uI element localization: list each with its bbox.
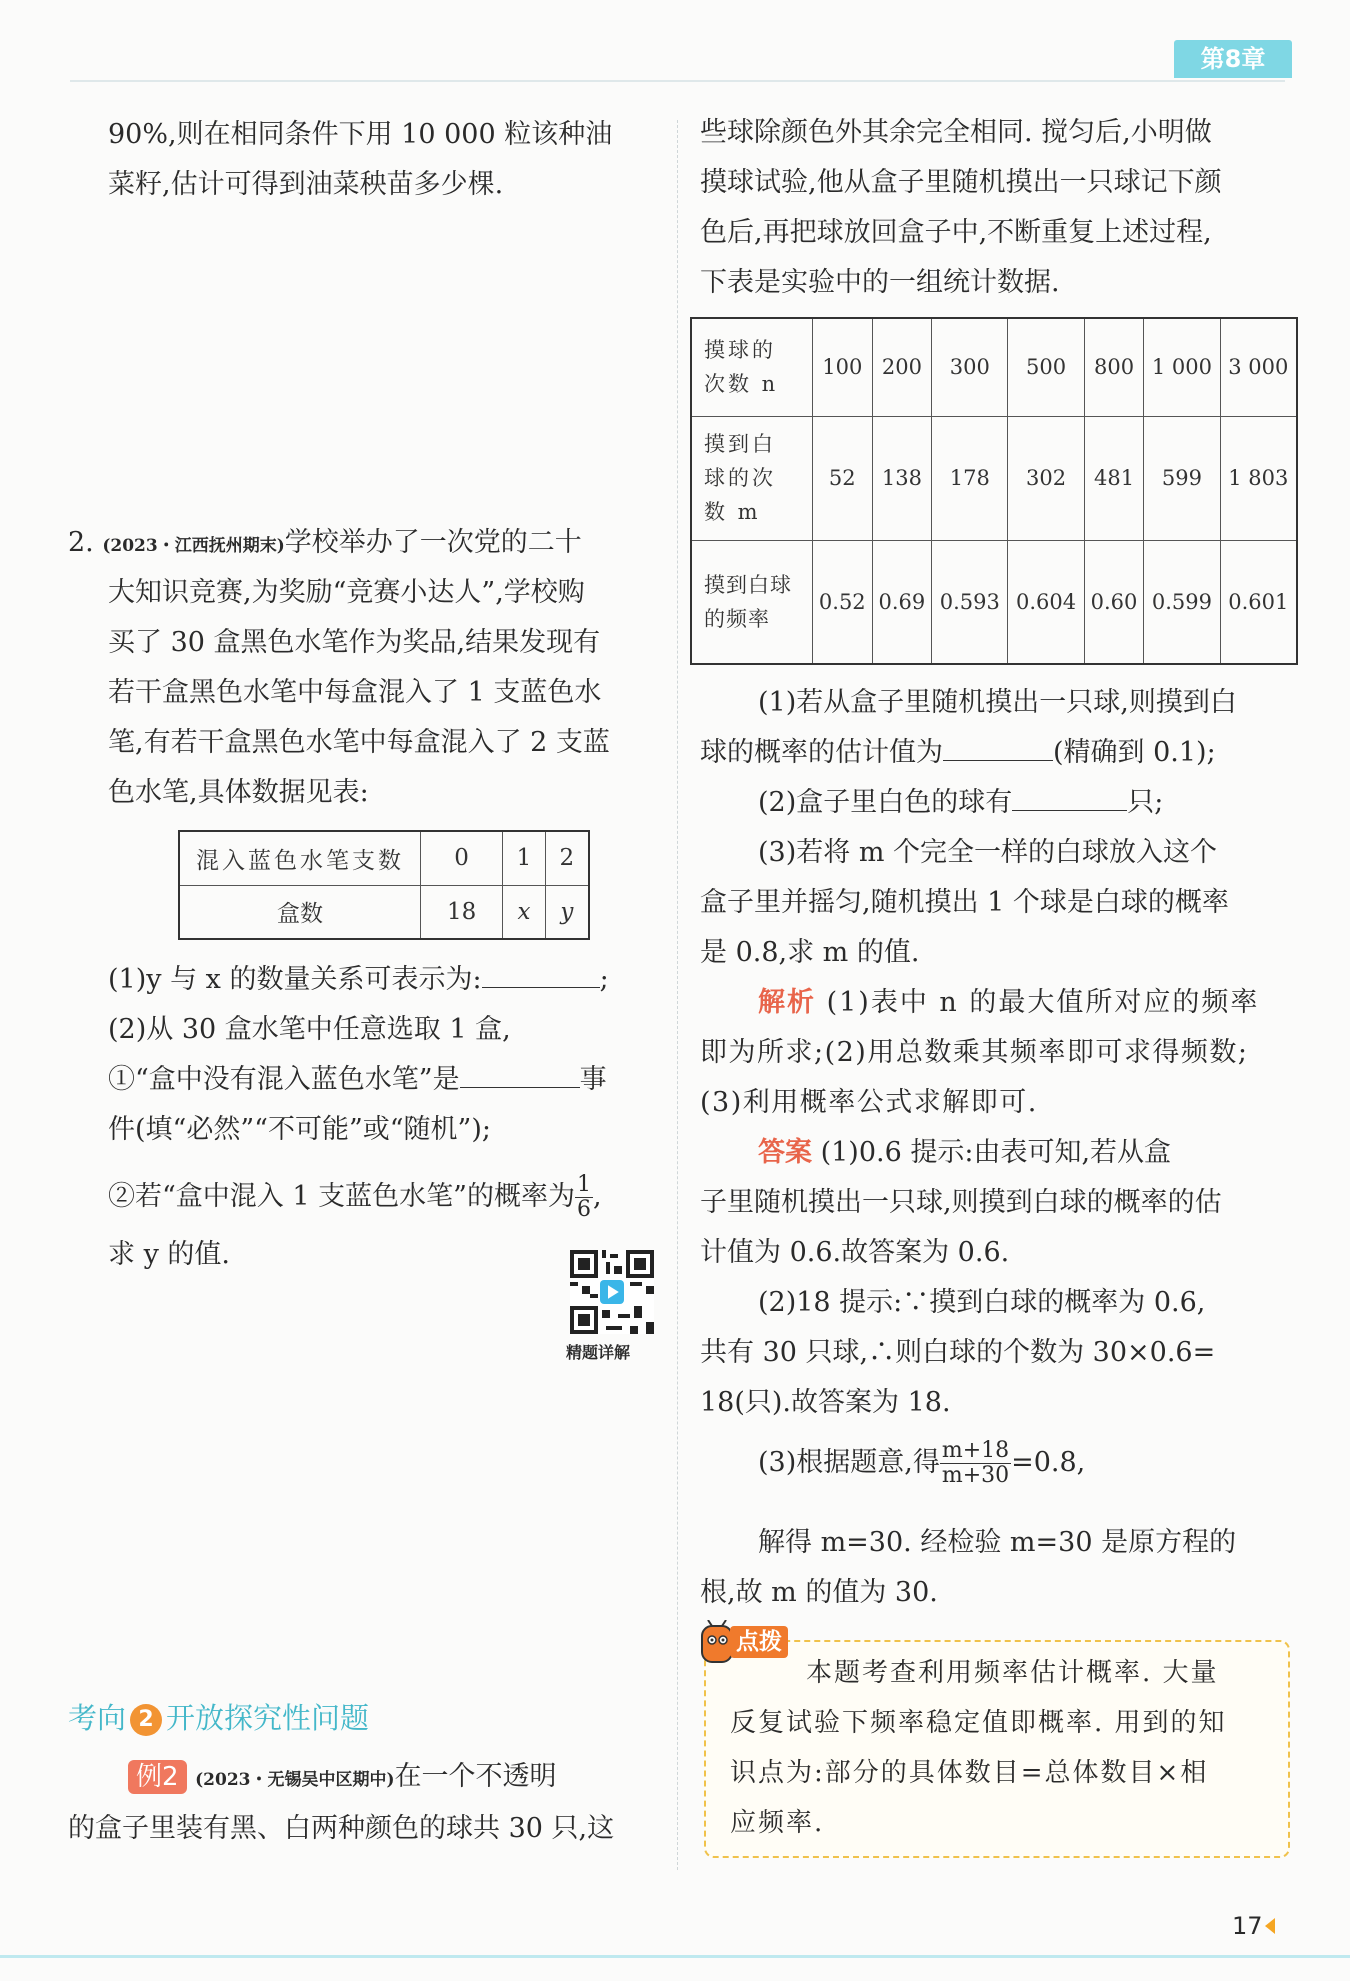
question-2-line-2: 大知识竞赛,为奖励“竞赛小达人”,学校购 <box>108 577 585 608</box>
section-prefix: 考向 <box>68 1701 127 1735</box>
table-cell: 599 <box>1144 416 1220 540</box>
table-cell: 302 <box>1008 416 1084 540</box>
table-cell: 138 <box>872 416 932 540</box>
answer-blank <box>460 1087 580 1088</box>
section-title: 开放探究性问题 <box>166 1701 370 1735</box>
answer-3-equation <box>758 1438 1085 1488</box>
table-cell: 100 <box>813 318 873 416</box>
question-source: (2023・江西抚州期末) <box>102 536 285 556</box>
page-number: 17 <box>1232 1912 1263 1940</box>
table-cell: 0 <box>421 831 503 885</box>
table-cell: 混入蓝色水笔支数 <box>179 831 421 885</box>
q1-end: (精确到 0.1); <box>1053 737 1216 768</box>
pen-box-table <box>178 830 590 940</box>
sub-question-1-text: (1)y 与 x 的数量关系可表示为: <box>108 964 482 995</box>
sub-question-2a-end: 事 <box>579 1064 607 1095</box>
tip-line-3: 识点为:部分的具体数目=总体数目×相 <box>730 1758 1209 1788</box>
example-text-start: 在一个不透明 <box>394 1761 557 1792</box>
question-2-text-start: 学校举办了一次党的二十 <box>284 527 582 558</box>
table-cell: 0.60 <box>1084 540 1144 664</box>
right-intro-line-1: 些球除颜色外其余完全相同. 搅匀后,小明做 <box>700 117 1212 148</box>
table-cell: 1 000 <box>1144 318 1220 416</box>
table-cell: x <box>503 885 545 939</box>
table-cell: 盒数 <box>179 885 421 939</box>
footer-rule <box>0 1955 1350 1958</box>
table-cell: 200 <box>872 318 932 416</box>
fraction-denominator: m+30 <box>941 1463 1010 1488</box>
table-cell: 500 <box>1008 318 1084 416</box>
q3-line-2: 盒子里并摇匀,随机摸出 1 个球是白球的概率 <box>700 887 1229 918</box>
table-row <box>179 885 589 939</box>
table-cell: 0.604 <box>1008 540 1084 664</box>
analysis-label: 解析 <box>758 987 816 1018</box>
table-row <box>691 416 1297 540</box>
row-header-text: 摸到白 <box>704 432 776 456</box>
right-intro-line-3: 色后,再把球放回盒子中,不断重复上述过程, <box>700 217 1212 248</box>
row-header-text: 的频率 <box>704 606 770 631</box>
table-cell: 1 <box>503 831 545 885</box>
table-cell: 481 <box>1084 416 1144 540</box>
answer-blank <box>1012 810 1127 811</box>
table-row <box>179 831 589 885</box>
table-cell: 3 000 <box>1220 318 1297 416</box>
question-2-line-5: 笔,有若干盒黑色水笔中每盒混入了 2 支蓝 <box>108 727 610 758</box>
sub-question-2b-end: , <box>592 1181 602 1212</box>
fraction-denominator: 6 <box>576 1197 591 1222</box>
table-cell: 0.593 <box>932 540 1008 664</box>
sub-question-2: (2)从 30 盒水笔中任意选取 1 盒, <box>108 1014 511 1045</box>
answer-blank <box>943 760 1053 761</box>
q1-line-1: (1)若从盒子里随机摸出一只球,则摸到白 <box>758 687 1237 718</box>
example-2-line-1 <box>128 1752 557 1805</box>
example-source: (2023・无锡吴中区期中) <box>195 1770 395 1790</box>
answer-line-1 <box>758 1128 1171 1178</box>
table-cell: 300 <box>932 318 1008 416</box>
question-2-line-1 <box>68 518 582 571</box>
answer-line-5: 共有 30 只球,∴则白球的个数为 30×0.6= <box>700 1337 1216 1368</box>
q2-line <box>758 778 1163 828</box>
row-header-text: 次数 n <box>704 372 779 397</box>
column-divider <box>677 120 678 1870</box>
answer-3-line-3: 根,故 m 的值为 30. <box>700 1577 938 1608</box>
table-cell: 178 <box>932 416 1008 540</box>
row-header <box>691 416 813 540</box>
table-cell: 0.599 <box>1144 540 1220 664</box>
tip-tag: 点拨 <box>730 1626 788 1658</box>
header-rule <box>70 80 1285 82</box>
answer-3-end: =0.8, <box>1011 1447 1086 1478</box>
sub-question-2a-line-2: 件(填“必然”“不可能”或“随机”); <box>108 1114 491 1145</box>
fraction <box>940 1439 1011 1488</box>
answer-line-4: (2)18 提示:∵摸到白球的概率为 0.6, <box>758 1287 1206 1318</box>
sub-question-2b <box>108 1172 602 1222</box>
row-header <box>691 540 813 664</box>
q1-text: 球的概率的估计值为 <box>700 737 943 768</box>
table-cell: 800 <box>1084 318 1144 416</box>
sub-question-2a <box>108 1055 607 1105</box>
answer-line-3: 计值为 0.6.故答案为 0.6. <box>700 1237 1010 1268</box>
left-intro-line-2: 菜籽,估计可得到油菜秧苗多少棵. <box>108 169 504 200</box>
q3-line-3: 是 0.8,求 m 的值. <box>700 937 920 968</box>
table-cell: 18 <box>421 885 503 939</box>
page-arrow-icon <box>1265 1918 1275 1934</box>
analysis-line-3: (3)利用概率公式求解即可. <box>700 1087 1038 1118</box>
answer-3-line-2: 解得 m=30. 经检验 m=30 是原方程的 <box>758 1527 1237 1558</box>
answer-blank <box>482 987 600 988</box>
table-row <box>691 318 1297 416</box>
table-cell: 0.52 <box>813 540 873 664</box>
left-intro-line-1: 90%,则在相同条件下用 10 000 粒该种油 <box>108 119 613 150</box>
answer-line-2: 子里随机摸出一只球,则摸到白球的概率的估 <box>700 1187 1222 1218</box>
section-heading <box>68 1696 369 1737</box>
table-cell: y <box>545 885 589 939</box>
question-2-line-6: 色水笔,具体数据见表: <box>108 777 369 808</box>
fraction <box>575 1173 593 1222</box>
fraction-numerator: m+18 <box>941 1438 1010 1463</box>
sub-question-2b-text: ②若“盒中混入 1 支蓝色水笔”的概率为 <box>108 1181 575 1212</box>
ball-experiment-table <box>690 317 1298 665</box>
row-header-text: 摸球的 <box>704 338 776 363</box>
q1-line-2 <box>700 728 1216 778</box>
tip-line-1: 本题考查利用频率估计概率. 大量 <box>806 1658 1219 1688</box>
qr-code-icon[interactable] <box>570 1250 654 1334</box>
sub-question-1-end: ; <box>599 964 609 995</box>
table-row <box>691 540 1297 664</box>
question-2-line-4: 若干盒黑色水笔中每盒混入了 1 支蓝色水 <box>108 677 602 708</box>
sub-question-1 <box>108 955 609 1005</box>
table-cell: 1 803 <box>1220 416 1297 540</box>
answer-text: (1)0.6 提示:由表可知,若从盒 <box>820 1137 1172 1168</box>
chapter-tab: 第8章 <box>1174 40 1292 78</box>
q2-text: (2)盒子里白色的球有 <box>758 787 1013 818</box>
analysis-line-2: 即为所求;(2)用总数乘其频率即可求得频数; <box>700 1037 1249 1068</box>
sub-question-2a-text: ①“盒中没有混入蓝色水笔”是 <box>108 1064 460 1095</box>
right-intro-line-2: 摸球试验,他从盒子里随机摸出一只球记下颜 <box>700 167 1222 198</box>
answer-line-6: 18(只).故答案为 18. <box>700 1387 951 1418</box>
q3-line-1: (3)若将 m 个完全一样的白球放入这个 <box>758 837 1218 868</box>
tip-line-2: 反复试验下频率稳定值即概率. 用到的知 <box>730 1708 1227 1738</box>
row-header <box>691 318 813 416</box>
section-number-badge: 2 <box>130 1704 162 1736</box>
tip-line-4: 应频率. <box>730 1808 825 1838</box>
qr-label: 精题详解 <box>566 1343 631 1362</box>
question-number: 2. <box>68 527 94 558</box>
question-2-line-3: 买了 30 盒黑色水笔作为奖品,结果发现有 <box>108 627 601 658</box>
analysis-text: (1)表中 n 的最大值所对应的频率 <box>826 987 1260 1018</box>
q2-end: 只; <box>1127 787 1164 818</box>
analysis-line-1 <box>758 978 1259 1028</box>
table-cell: 0.601 <box>1220 540 1297 664</box>
table-cell: 52 <box>813 416 873 540</box>
example-2-line-2: 的盒子里装有黑、白两种颜色的球共 30 只,这 <box>68 1813 615 1844</box>
row-header-text: 数 m <box>704 500 761 524</box>
row-header-text: 球的次 <box>704 466 776 490</box>
sub-question-2b-line-2: 求 y 的值. <box>108 1239 231 1270</box>
row-header-text: 摸到白球 <box>704 572 792 597</box>
answer-3-text: (3)根据题意,得 <box>758 1447 940 1478</box>
example-badge: 例2 <box>128 1760 187 1794</box>
table-cell: 2 <box>545 831 589 885</box>
table-cell: 0.69 <box>872 540 932 664</box>
answer-label: 答案 <box>758 1137 812 1168</box>
fraction-numerator: 1 <box>576 1172 591 1197</box>
right-intro-line-4: 下表是实验中的一组统计数据. <box>700 267 1060 298</box>
